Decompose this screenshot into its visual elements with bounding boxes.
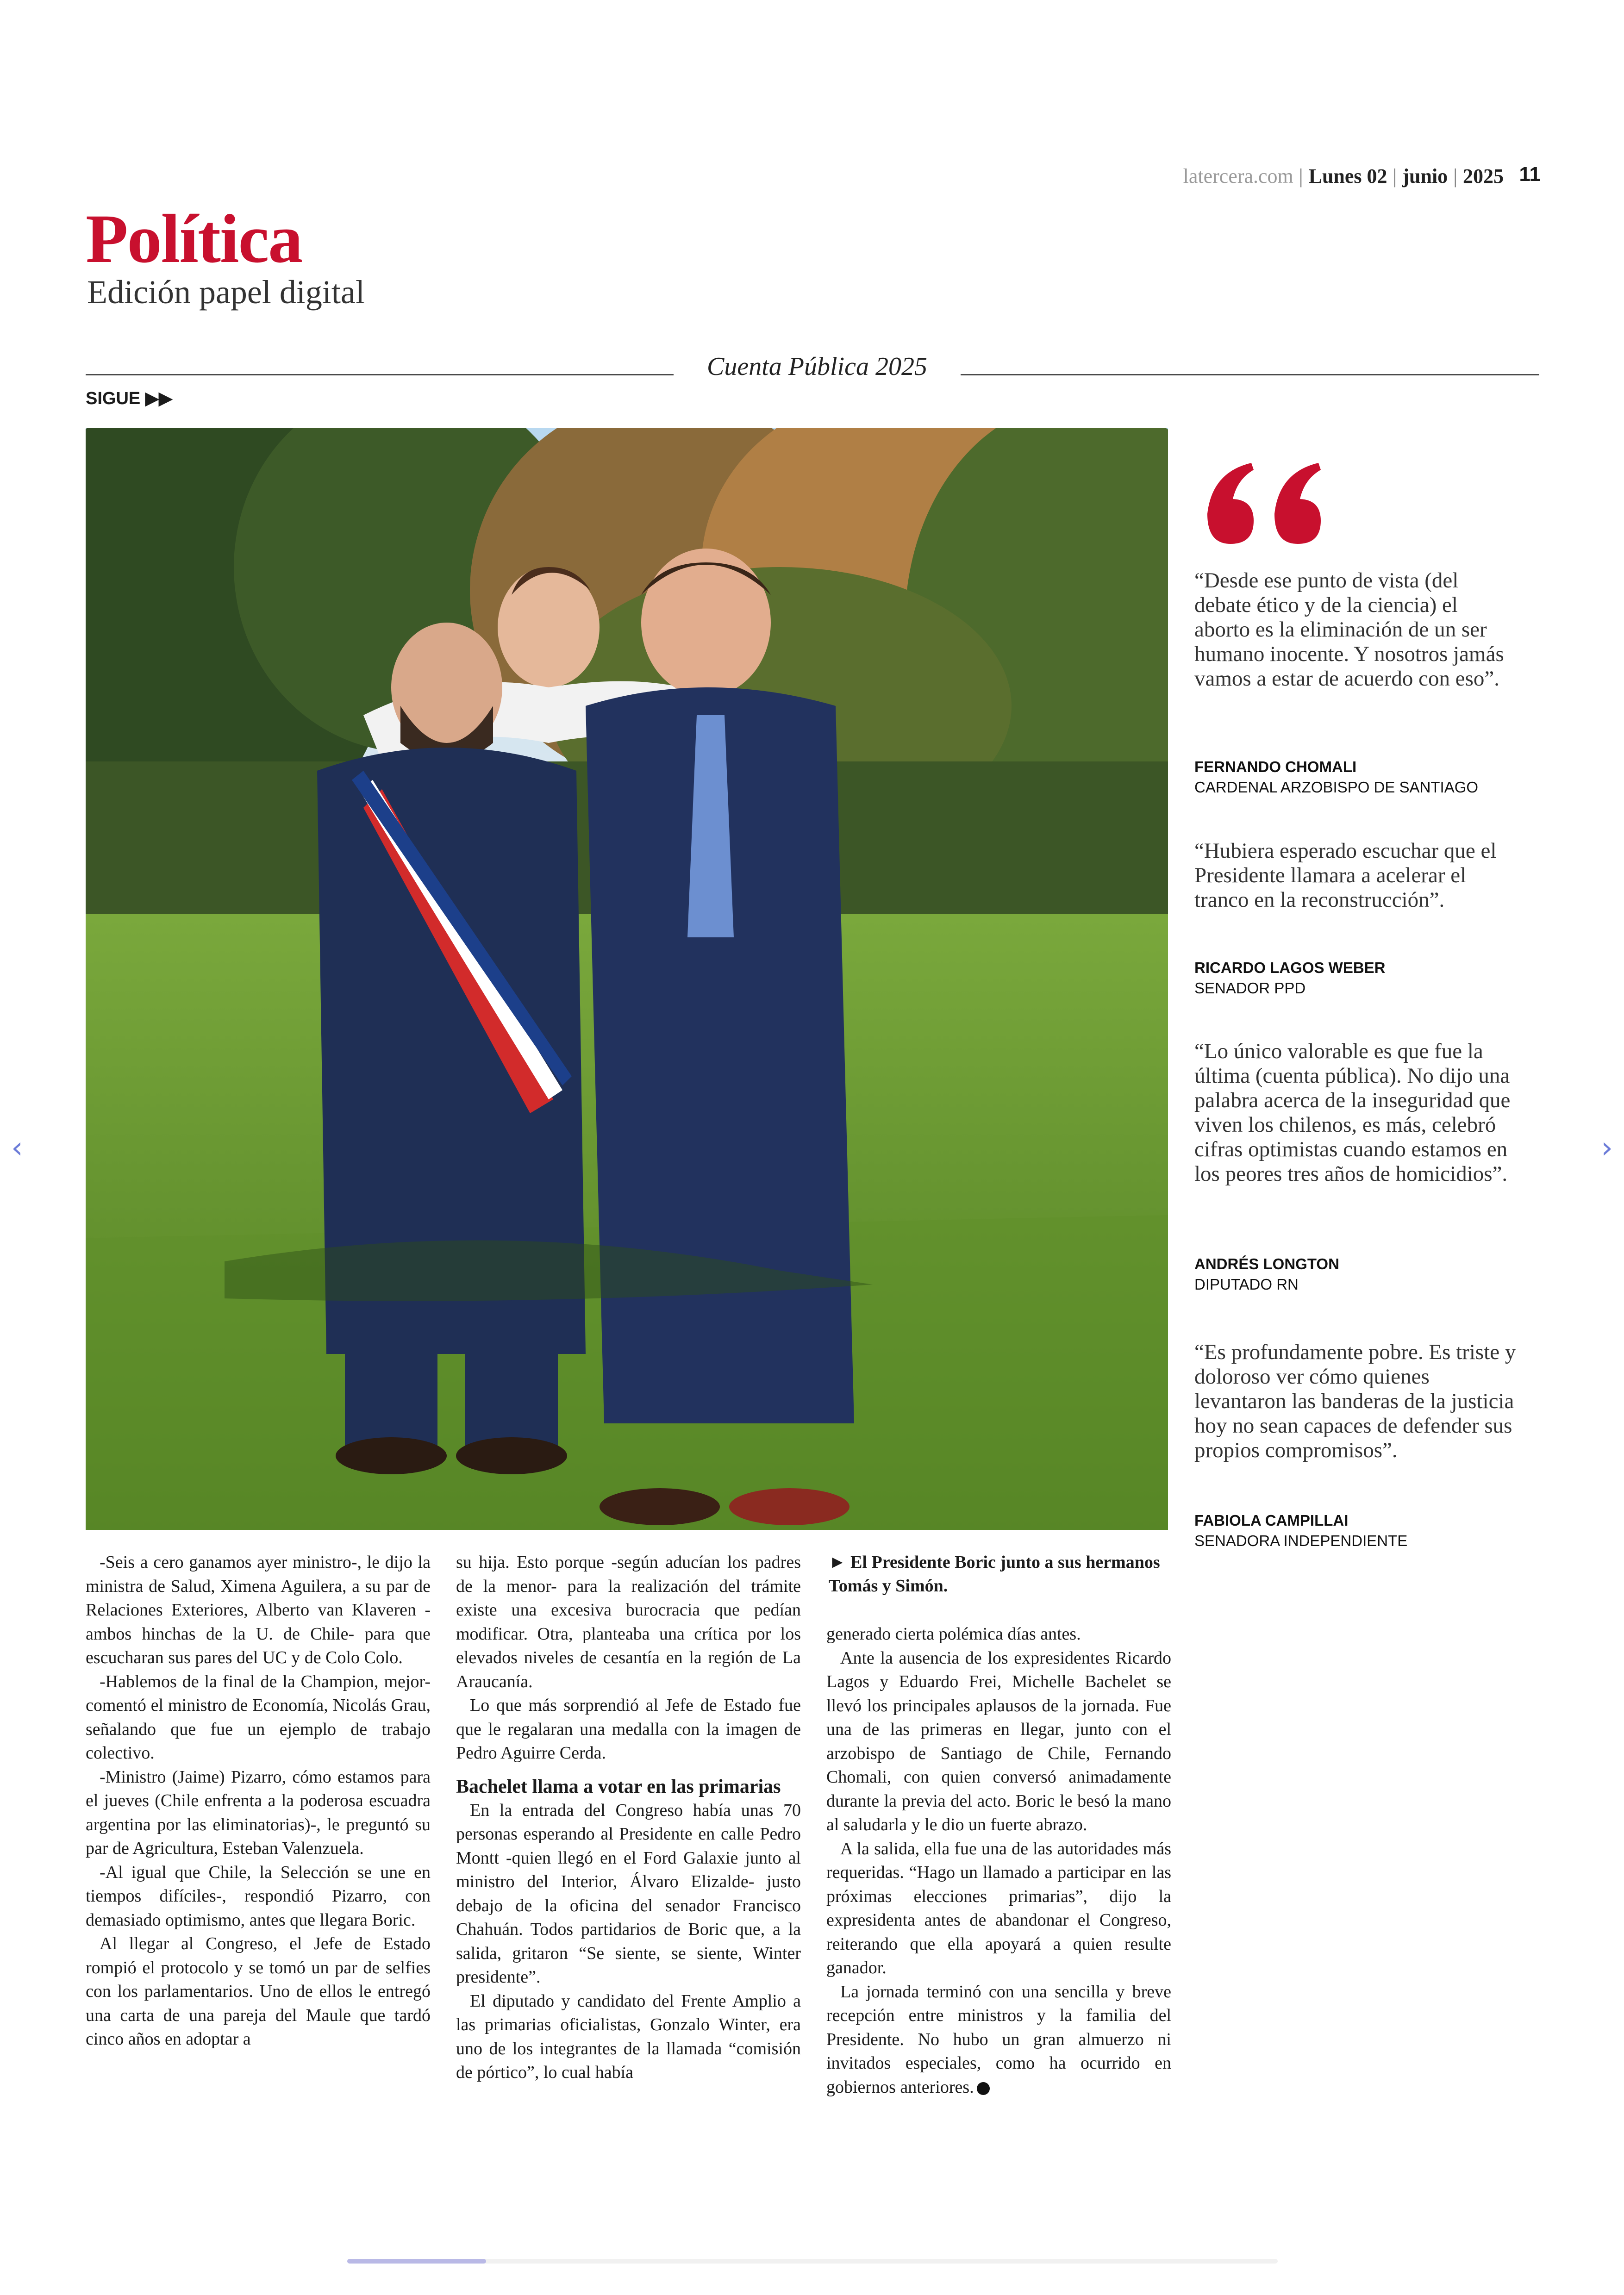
continue-label: SIGUE ▶▶ — [86, 389, 173, 408]
rule-left — [86, 374, 674, 375]
article-subhead: Bachelet llama a votar en las primarias — [456, 1776, 781, 1797]
paragraph: Ante la ausencia de los expresidentes Ricardo Lagos y Eduardo Frei, Michelle Bachelet se llevó los principales aplausos de la jornada. Fue una de las primeras en llegar, junto con el arzobispo de Santiago de Chile, Fernando Chomali, con quien conversó animadamente durante la previa del acto. Boric le besó la mano al saludarla y le dio un fuerte abrazo. — [826, 1648, 1171, 1834]
quote-author-3: ANDRÉS LONGTON — [1194, 1255, 1339, 1272]
article-photo — [86, 428, 1168, 1530]
paragraph-text: La jornada terminó con una sencilla y breve recepción entre ministros y la familia del Presidente. No hubo un gran almuerzo ni invitados especiales, como ha ocurrido en gobiernos anteriores. — [826, 1982, 1171, 2097]
quote-mark-icon — [1193, 444, 1328, 557]
topic-label: Cuenta Pública 2025 — [707, 352, 927, 381]
section-title: Política — [86, 200, 302, 277]
quote-text-4: “Es profundamente pobre. Es triste y doloroso ver cómo quienes levantaron las banderas de la justicia hoy no sean capaces de defender sus propios compromisos”. — [1194, 1340, 1516, 1462]
quote-role-3: DIPUTADO RN — [1194, 1276, 1299, 1293]
quote-author-4: FABIOLA CAMPILLAI — [1194, 1512, 1349, 1529]
article-column-3 — [826, 1622, 1171, 2099]
quote-author-2: RICARDO LAGOS WEBER — [1194, 959, 1386, 976]
end-mark-icon — [977, 2082, 990, 2095]
scroll-thumb[interactable] — [347, 2259, 486, 2264]
paragraph: -Ministro (Jaime) Pizarro, cómo estamos para el jueves (Chile enfrenta a la poderosa escuadra argentina por las eliminatorias)-, le preguntó su par de Agricultura, Esteban Valenzuela. — [86, 1767, 431, 1858]
section-subtitle: Edición papel digital — [87, 274, 365, 311]
paragraph: A la salida, ella fue una de las autoridades más requeridas. “Hago un llamado a participar en las próximas elecciones primarias”, dijo la expresidenta antes de abandonar el Congreso, reiterando que ella apoyará a quien resulte ganador. — [826, 1839, 1171, 1977]
next-page-arrow[interactable]: › — [1601, 1131, 1613, 1165]
quote-text-3: “Lo único valorable es que fue la última (cuenta pública). No dijo una palabra acerca de la inseguridad que viven los chilenos, es más, celebró cifras optimistas cuando estamos en los peores tres años de homicidios”. — [1194, 1039, 1511, 1186]
paragraph: -Hablemos de la final de la Champion, mejor- comentó el ministro de Economía, Nicolás Grau, señalando que fue un ejemplo de trabajo colectivo. — [86, 1671, 431, 1763]
paragraph — [826, 1980, 1171, 2100]
quote-role-4: SENADORA INDEPENDIENTE — [1194, 1532, 1408, 1549]
topic-rule — [86, 352, 1539, 389]
paragraph: Al llegar al Congreso, el Jefe de Estado rompió el protocolo y se tomó un par de selfies con los parlamentarios. Uno de ellos le entregó una carta de una pareja del Maule que tardó cinco años en adoptar a — [86, 1934, 431, 2049]
paragraph: -Al igual que Chile, la Selección se une en tiempos difíciles-, respondió Pizarro, con demasiado optimismo, antes que llegara Boric. — [86, 1862, 431, 1930]
paragraph: su hija. Esto porque -según aducían los padres de la menor- para la realización del trámite existe una excesiva burocracia que pedían modificar. Otra, planteaba una crítica por los elevados niveles de cesantía en la región de La Araucanía. — [456, 1553, 801, 1691]
scroll-track[interactable] — [347, 2259, 1278, 2264]
quote-role-2: SENADOR PPD — [1194, 979, 1306, 997]
site-name: latercera.com — [1183, 165, 1293, 187]
paragraph: Lo que más sorprendió al Jefe de Estado fue que le regalaran una medalla con la imagen de Pedro Aguirre Cerda. — [456, 1696, 801, 1763]
header-dateline: latercera.com | Lunes 02 | junio | 2025 — [1183, 165, 1504, 187]
header-month: junio — [1402, 165, 1448, 187]
paragraph: -Seis a cero ganamos ayer ministro-, le dijo la ministra de Salud, Ximena Aguilera, a su par de Relaciones Exteriores, Alberto van Klaveren -ambos hinchas de la U. de Chile- para que escucharan sus pares del UC y de Colo Colo. — [86, 1553, 431, 1667]
photo-caption: ► El Presidente Boric junto a sus hermanos Tomás y Simón. — [829, 1553, 1160, 1596]
quote-role-1: CARDENAL ARZOBISPO DE SANTIAGO — [1194, 779, 1479, 796]
paragraph: generado cierta polémica días antes. — [826, 1624, 1081, 1644]
photo-illustration — [86, 428, 1168, 1530]
header-year: 2025 — [1463, 165, 1504, 187]
quote-text-2: “Hubiera esperado escuchar que el Presidente llamara a acelerar el tranco en la reconstrucción”. — [1194, 839, 1497, 912]
paragraph: El diputado y candidato del Frente Amplio a las primarias oficialistas, Gonzalo Winter, era uno de los integrantes de la llamada “comisión de pórtico”, lo cual había — [456, 1991, 801, 2082]
article-column-1 — [86, 1551, 431, 2052]
quote-text-1: “Desde ese punto de vista (del debate ético y de la ciencia) el aborto es la eliminación de un ser humano inocente. Y nosotros jamás vamos a estar de acuerdo con eso”. — [1194, 568, 1504, 691]
page-number: 11 — [1519, 163, 1541, 186]
rule-right — [961, 374, 1539, 375]
prev-page-arrow[interactable]: ‹ — [11, 1131, 23, 1165]
article-column-2 — [456, 1551, 801, 2085]
header-day: Lunes 02 — [1308, 165, 1387, 187]
quote-author-1: FERNANDO CHOMALI — [1194, 758, 1357, 775]
paragraph: En la entrada del Congreso había unas 70 personas esperando al Presidente en calle Pedro Montt -quien llegó en el Ford Galaxie junto al ministro del Interior, Álvaro Elizalde- justo debajo de la oficina del senador Francisco Chahuán. Todos partidarios de Boric que, a la salida, gritaron “Se siente, se siente, Winter presidente”. — [456, 1800, 801, 1987]
